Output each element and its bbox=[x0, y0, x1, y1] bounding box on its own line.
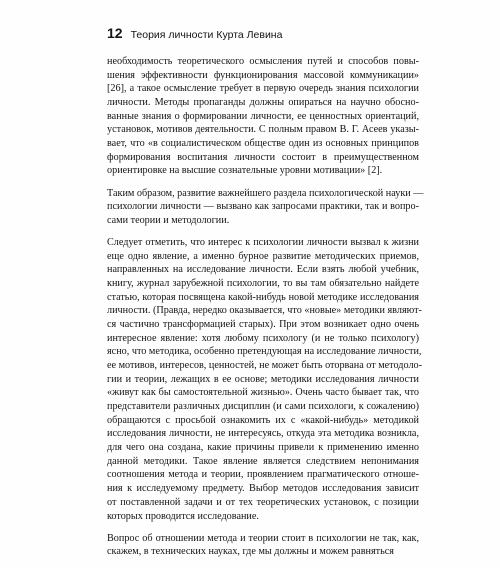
text-line: [26], а такое осмысление требует в первую очередь знания психологии bbox=[107, 83, 419, 95]
body-text bbox=[107, 55, 424, 568]
text-line: формирования воспитания личности состоит в преимущественном bbox=[107, 151, 419, 163]
text-line: исследования личности, не интересуясь, откуда эта методика возникла, bbox=[107, 428, 419, 440]
text-line: статью, которая посвящена какой-нибудь новой методике исследования bbox=[107, 291, 419, 303]
text-line: психологии личности — вызвано как запросами практики, так и вопро- bbox=[107, 201, 419, 213]
text-line: ясно, что методика, особенно претендующая на исследование личности, bbox=[107, 346, 422, 358]
text-line: «живут как бы самостоятельной жизнью». Очень часто бывает так, что bbox=[107, 387, 419, 399]
text-line: представители различных дисциплин (и сами психологи, к сожалению) bbox=[107, 401, 419, 413]
paragraph bbox=[107, 532, 419, 559]
text-line: сами теории и методологии. bbox=[107, 214, 230, 226]
text-line: Следует отметить, что интерес к психологии личности вызвал к жизни bbox=[107, 237, 419, 249]
text-line: установок, мотивов деятельности. С полным правом В. Г. Асеев указы- bbox=[107, 124, 419, 136]
text-line: интересное явление: хотя любому психологу (и не только психологу) bbox=[107, 332, 419, 344]
paragraph bbox=[107, 187, 424, 228]
page-header bbox=[107, 25, 282, 41]
text-line: скажем, в технических науках, где мы должны и можем равняться bbox=[107, 546, 394, 558]
text-line: Вопрос об отношении метода и теории стоит в психологии не так, как, bbox=[107, 532, 419, 544]
paragraph bbox=[107, 236, 423, 523]
text-line: ее мотивов, интересов, ценностей, не может быть оторвана от методоло- bbox=[107, 360, 423, 372]
text-line: личности. Методы пропаганды должны опираться на научно обосно- bbox=[107, 97, 419, 109]
text-line: ориентировке на высшие сознательные уровни мотивации» [2]. bbox=[107, 165, 383, 177]
running-title: Теория личности Курта Левина bbox=[130, 29, 283, 41]
text-line: которых проводится исследование. bbox=[107, 510, 259, 522]
text-line: гии и теории, лежащих в ее основе; методики исследования личности bbox=[107, 373, 419, 385]
text-line: ванные знания о формировании личности, ее ценностных ориентаций, bbox=[107, 110, 419, 122]
text-line: соотношения метода и теории, проявлением прагматического отноше- bbox=[107, 469, 419, 481]
page-number: 12 bbox=[107, 25, 123, 41]
text-line: еще одно явление, а именно бурное развитие методических приемов, bbox=[107, 250, 419, 262]
text-line: шения эффективности функционирования массовой коммуникации» bbox=[107, 69, 419, 81]
text-line: ния к исследуемому предмету. Выбор методов исследования зависит bbox=[107, 483, 419, 495]
text-line: от поставленной задачи и от тех теоретических установок, с позиции bbox=[107, 496, 419, 508]
text-line: для чего она создана, какие причины привели к применению именно bbox=[107, 442, 419, 454]
paragraph bbox=[107, 55, 419, 178]
text-line: книгу, журнал зарубежной психологии, то вы там обязательно найдете bbox=[107, 278, 419, 290]
text-line: направленных на исследование личности. Если взять любой учебник, bbox=[107, 264, 419, 276]
text-line: данной методики. Такое явление является следствием непонимания bbox=[107, 455, 419, 467]
text-line: Таким образом, развитие важнейшего раздела психологической науки — bbox=[107, 187, 424, 199]
text-line: необходимость теоретического осмысления путей и способов повы- bbox=[107, 56, 419, 67]
text-line: личности. (Правда, нередко оказывается, что «новые» методики являют- bbox=[107, 305, 422, 317]
text-line: обращаются с просьбой ознакомить их с «какой-нибудь» методикой bbox=[107, 414, 419, 426]
text-line: вает, что «в социалистическом обществе один из основных принципов bbox=[107, 138, 419, 150]
text-line: ся частично трансформацией старых). При этом возникает одно очень bbox=[107, 319, 419, 331]
